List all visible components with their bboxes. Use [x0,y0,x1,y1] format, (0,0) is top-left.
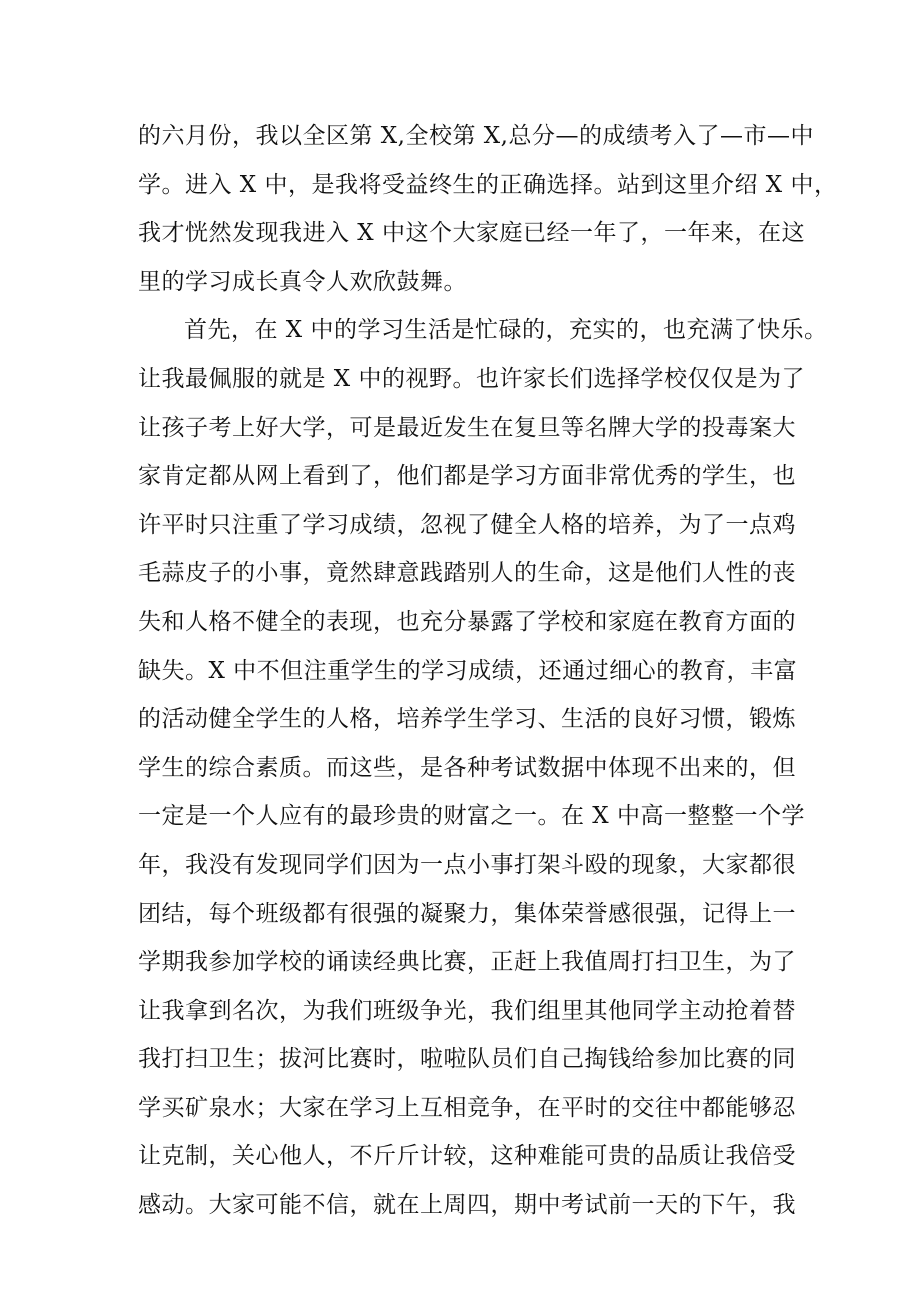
text-line: 家肯定都从网上看到了，他们都是学习方面非常优秀的学生，也 [138,463,796,490]
text-line: 首先，在 X 中的学习生活是忙碌的，充实的，也充满了快乐。 [184,317,828,344]
text-line: 让我拿到名次，为我们班级争光，我们组里其他同学主动抢着替 [138,997,796,1024]
text-line: 失和人格不健全的表现，也充分暴露了学校和家庭在教育方面的 [138,608,796,635]
text-line: 学期我参加学校的诵读经典比赛，正赶上我值周打扫卫生，为了 [138,949,796,976]
paragraph-2 [138,306,828,1229]
text-line: 让孩子考上好大学，可是最近发生在复旦等名牌大学的投毒案大 [138,414,796,441]
text-line: 学生的综合素质。而这些，是各种考试数据中体现不出来的，但 [138,754,796,781]
text-line: 团结，每个班级都有很强的凝聚力，集体荣誉感很强，记得上一 [138,900,796,927]
text-line: 学。进入 X 中，是我将受益终生的正确选择。站到这里介绍 X 中， [138,171,838,198]
text-line: 我打扫卫生；拔河比赛时，啦啦队员们自己掏钱给参加比赛的同 [138,1046,796,1073]
text-line: 让克制，关心他人，不斤斤计较，这种难能可贵的品质让我倍受 [138,1143,796,1170]
body-text [138,112,838,1230]
text-line: 年，我没有发现同学们因为一点小事打架斗殴的现象，大家都很 [138,851,796,878]
text-line: 的六月份，我以全区第 X,全校第 X,总分—的成绩考入了—市—中 [138,123,814,149]
text-line: 缺失。X 中不但注重学生的学习成绩，还通过细心的教育，丰富 [138,657,798,684]
text-line: 让我最佩服的就是 X 中的视野。也许家长们选择学校仅仅是为了 [138,365,805,392]
text-line: 学买矿泉水；大家在学习上互相竞争，在平时的交往中都能够忍 [138,1094,796,1121]
text-line: 感动。大家可能不信，就在上周四，期中考试前一天的下午，我 [138,1192,796,1219]
text-line: 我才恍然发现我进入 X 中这个大家庭已经一年了，一年来，在这 [138,220,805,247]
text-line: 一定是一个人应有的最珍贵的财富之一。在 X 中高一整整一个学 [138,803,805,830]
text-line: 里的学习成长真令人欢欣鼓舞。 [138,268,467,295]
text-line: 毛蒜皮子的小事，竟然肆意践踏别人的生命，这是他们人性的丧 [138,560,796,587]
text-line: 许平时只注重了学习成绩，忽视了健全人格的培养，为了一点鸡 [138,511,796,538]
paragraph-1 [138,112,838,306]
text-line: 的活动健全学生的人格，培养学生学习、生活的良好习惯，锻炼 [138,706,796,733]
